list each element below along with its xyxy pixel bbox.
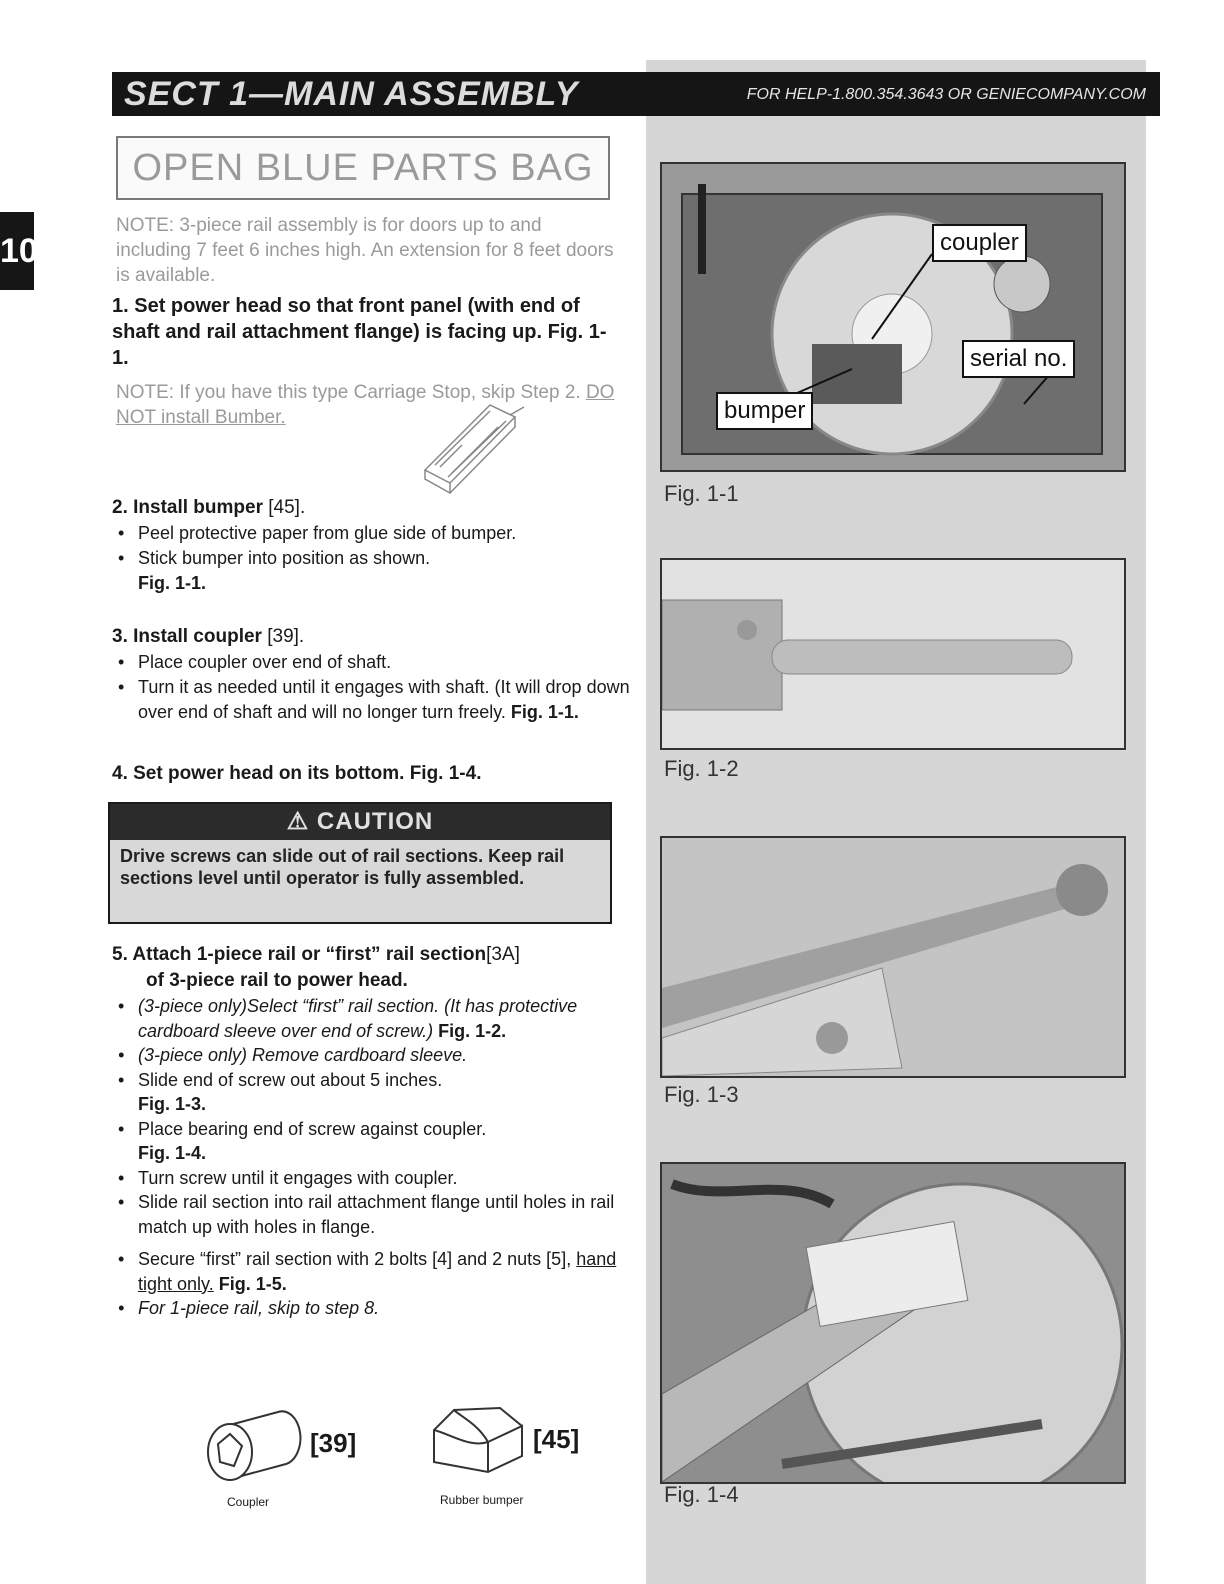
carriage-stop-note-text: NOTE: If you have this type Carriage Stop, skip Step 2. (116, 382, 581, 403)
step-5-bullet: • (3-piece only)Select “first” rail section. (It has protective cardboard sleeve over end of screw.) Fig. 1-2. (112, 994, 642, 1043)
coupler-ref: [39] (310, 1428, 357, 1458)
section-title: SECT 1—MAIN ASSEMBLY (124, 75, 579, 113)
figure-1-3-photo (660, 836, 1126, 1078)
step-3-title: 3. Install coupler [39]. (112, 626, 305, 647)
figure-1-2-caption: Fig. 1-2 (664, 756, 739, 781)
step-2-bullet: • Stick bumper into position as shown. Fig. 1-1. (112, 546, 632, 596)
step-5-bullet: • Secure “first” rail section with 2 bolts [4] and 2 nuts [5], hand tight only. Fig. 1-5. (112, 1247, 642, 1296)
figure-1-1-photo (660, 162, 1126, 472)
caution-heading: ⚠ CAUTION (110, 804, 610, 840)
step-3 (112, 624, 632, 725)
help-contact: FOR HELP-1.800.354.3643 OR GENIECOMPANY.COM (746, 86, 1146, 103)
figure-1-4-photo (660, 1162, 1126, 1484)
screw-coupler-photo (662, 1164, 1124, 1482)
step-2-bullet: • Peel protective paper from glue side of bumper. (112, 521, 632, 546)
coupler-caption: Coupler (227, 1495, 270, 1509)
caution-text: Drive screws can slide out of rail sections. Keep rail sections level until operator is fully assembled. (120, 846, 565, 888)
step-5-bullet: • For 1-piece rail, skip to step 8. (112, 1296, 642, 1321)
step-5-bullet: • Slide rail section into rail attachment flange until holes in rail match up with holes in flange. (112, 1190, 642, 1239)
step-5-bullet: • Turn screw until it engages with coupler. (112, 1166, 642, 1191)
figure-1-2-photo (660, 558, 1126, 750)
step-5-bullet: • Place bearing end of screw against coupler. Fig. 1-4. (112, 1117, 642, 1166)
carriage-stop-sketch (420, 395, 530, 505)
parts-bag-title: OPEN BLUE PARTS BAG (132, 147, 594, 189)
carriage-stop-note-warning: DO NOT install Bumber. (116, 382, 615, 428)
page-number-tab: 10 (0, 212, 34, 290)
bumper-ref: [45] (533, 1424, 580, 1454)
figure-1-4-caption: Fig. 1-4 (664, 1482, 739, 1507)
step-2-title: 2. Install bumper [45]. (112, 497, 306, 518)
step-5-bullet: • Slide end of screw out about 5 inches. Fig. 1-3. (112, 1068, 642, 1117)
step-1: 1. Set power head so that front panel (with end of shaft and rail attachment flange) is facing up. Fig. 1-1. (112, 295, 607, 369)
coupler-icon (198, 1406, 308, 1486)
figure-1-1-caption: Fig. 1-1 (664, 481, 739, 506)
rubber-bumper-icon (430, 1404, 530, 1480)
warning-triangle-icon: ⚠ (286, 808, 310, 835)
step-3-bullet: • Turn it as needed until it engages with shaft. (It will drop down over end of shaft and will no longer turn freely. Fig. 1-1. (112, 675, 632, 725)
coupler-callout: coupler (932, 224, 1027, 262)
step-4: 4. Set power head on its bottom. Fig. 1-4. (112, 763, 482, 784)
step-3-bullet: • Place coupler over end of shaft. (112, 650, 632, 675)
screw-extended-photo (662, 838, 1124, 1076)
step-5-title: 5. Attach 1-piece rail or “first” rail section[3A] of 3-piece rail to power head. (112, 944, 520, 991)
step-2 (112, 495, 632, 596)
rail-sleeve-photo (662, 560, 1124, 748)
serial-number-callout: serial no. (962, 340, 1075, 378)
carriage-stop-note (116, 380, 616, 430)
step-5 (112, 942, 642, 1321)
bumper-callout: bumper (716, 392, 813, 430)
step-5-bullet: • (3-piece only) Remove cardboard sleeve. (112, 1043, 642, 1068)
rail-note: NOTE: 3-piece rail assembly is for doors up to and including 7 feet 6 inches high. An extension for 8 feet doors is available. (116, 215, 614, 286)
figure-1-3-caption: Fig. 1-3 (664, 1082, 739, 1107)
bumper-caption: Rubber bumper (440, 1493, 524, 1507)
